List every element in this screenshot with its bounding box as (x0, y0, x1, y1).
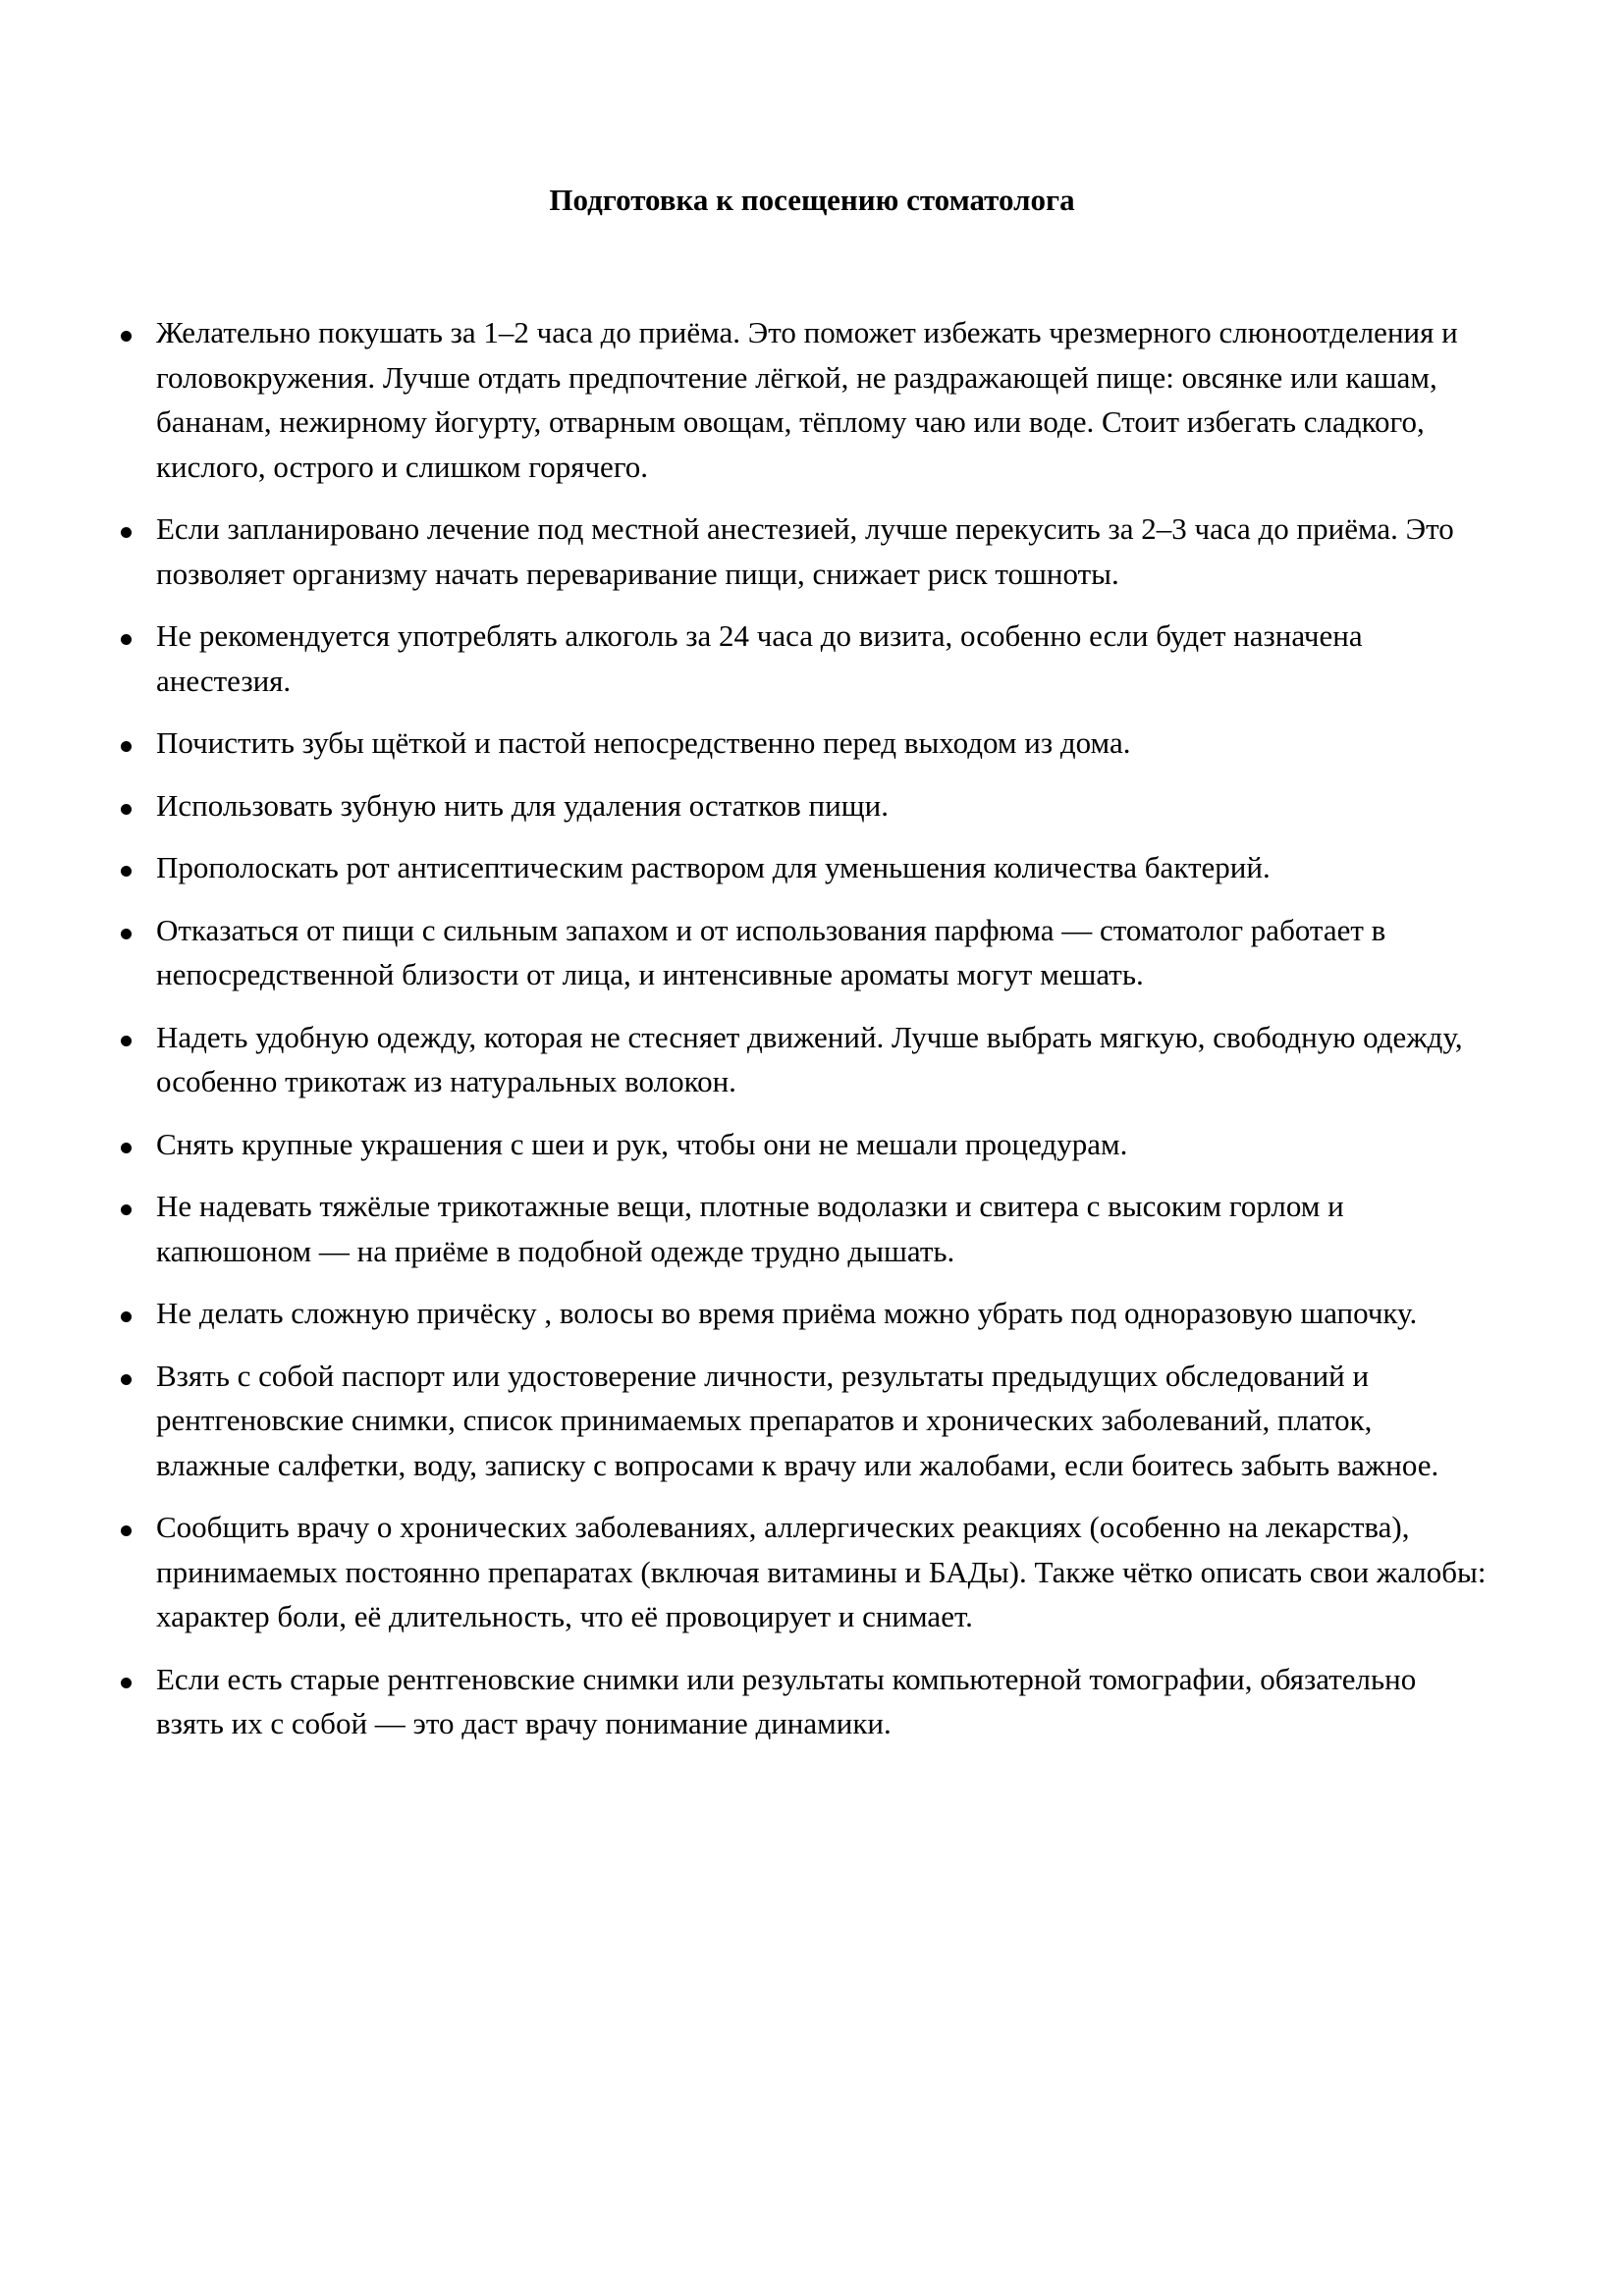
list-item (0, 1657, 1488, 1746)
list-item-text: Отказаться от пищи с сильным запахом и от использования парфюма — стоматолог работает в непосредственной близости от лица, и интенсивные ароматы могут мешать. (156, 912, 1386, 991)
list-item-text: Если запланировано лечение под местной анестезией, лучше перекусить за 2–3 часа до приёма. Это позволяет организму начать переваривание пищи, снижает риск тошноты. (156, 511, 1454, 591)
list-item-text: Использовать зубную нить для удаления остатков пищи. (156, 787, 889, 823)
bullet-icon (121, 866, 132, 877)
list-item-text: Взять с собой паспорт или удостоверение личности, результаты предыдущих обследований и рентгеновские снимки, список принимаемых препаратов и хронических заболеваний, платок, влажные салфетки, воду, записку с вопросами к врачу или жалобами, если боитесь забыть важное. (156, 1358, 1439, 1482)
bullet-icon (121, 1311, 132, 1322)
bullet-icon (121, 527, 132, 538)
list-item (0, 721, 1488, 766)
list-item (0, 1184, 1488, 1273)
list-item-text: Прополоскать рот антисептическим раствором для уменьшения количества бактерий. (156, 850, 1271, 884)
bullet-list (0, 310, 1624, 1764)
list-item-text: Надеть удобную одежду, которая не стесняет движений. Лучше выбрать мягкую, свободную одежду, особенно трикотаж из натуральных волокон. (156, 1019, 1463, 1098)
list-item (0, 783, 1488, 828)
list-item-text: Снять крупные украшения с шеи и рук, чтобы они не мешали процедурам. (156, 1126, 1128, 1161)
list-item (0, 1505, 1488, 1639)
list-item (0, 1122, 1488, 1167)
bullet-icon (121, 1374, 132, 1385)
bullet-icon (121, 929, 132, 939)
page-title: Подготовка к посещению стоматолога (549, 183, 1075, 217)
bullet-icon (121, 1204, 132, 1215)
list-item (0, 614, 1488, 703)
bullet-icon (121, 1036, 132, 1046)
list-item-text: Не надевать тяжёлые трикотажные вещи, плотные водолазки и свитера с высоким горлом и капюшоном — на приёме в подобной одежде трудно дышать. (156, 1189, 1344, 1268)
list-item (0, 845, 1488, 890)
list-item (0, 908, 1488, 997)
list-item-text: Если есть старые рентгеновские снимки или результаты компьютерной томографии, обязательно взять их с собой — это даст врачу понимание динамики. (156, 1661, 1417, 1740)
list-item (0, 310, 1488, 489)
list-item (0, 1015, 1488, 1104)
bullet-icon (121, 1143, 132, 1153)
list-item-text: Не рекомендуется употреблять алкоголь за 24 часа до визита, особенно если будет назначена анестезия. (156, 618, 1363, 698)
bullet-icon (121, 804, 132, 815)
bullet-icon (121, 1678, 132, 1688)
bullet-icon (121, 331, 132, 342)
list-item-text: Сообщить врачу о хронических заболеваниях, аллергических реакциях (особенно на лекарства), принимаемых постоянно препаратах (включая витамины и БАДы). Также чётко описать свои жалобы: характер боли, её длительность, что её провоцирует и снимает. (156, 1510, 1487, 1633)
list-item-text: Не делать сложную причёску , волосы во время приёма можно убрать под одноразовую шапочку. (156, 1296, 1418, 1330)
list-item-text: Желательно покушать за 1–2 часа до приёма. Это поможет избежать чрезмерного слюноотделения и головокружения. Лучше отдать предпочтение лёгкой, не раздражающей пище: овсянке или кашам, бананам, нежирному йогурту, отварным овощам, тёплому чаю или воде. Стоит избегать сладкого, кислого, острого и слишком горячего. (156, 315, 1458, 484)
list-item (0, 1291, 1488, 1336)
bullet-icon (121, 741, 132, 752)
list-item (0, 1354, 1488, 1488)
list-item-text: Почистить зубы щёткой и пастой непосредственно перед выходом из дома. (156, 725, 1131, 760)
bullet-icon (121, 634, 132, 645)
bullet-icon (121, 1525, 132, 1536)
list-item (0, 507, 1488, 596)
